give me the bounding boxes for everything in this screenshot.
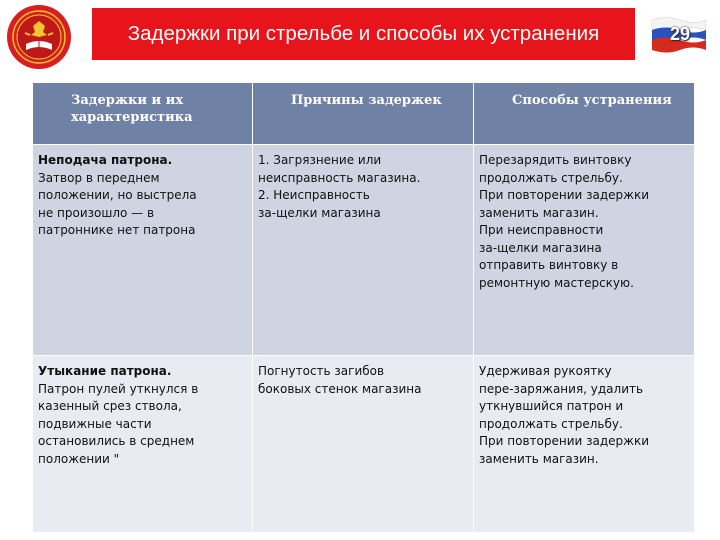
column-header: Причины задержек bbox=[253, 83, 474, 145]
delay-name: Неподача патрона. bbox=[38, 153, 173, 167]
text-line: 1. Загрязнение или bbox=[258, 153, 382, 167]
text-line: Удерживая рукоятку bbox=[479, 364, 612, 378]
emblem-icon bbox=[6, 4, 72, 70]
text-line: не произошло — в bbox=[38, 205, 155, 220]
text-line: Перезарядить винтовку bbox=[479, 153, 632, 167]
title-banner bbox=[92, 8, 635, 60]
text-line: уткнувшийся патрон и bbox=[479, 399, 624, 413]
text-line: При повторении задержки bbox=[479, 188, 649, 202]
text-line: положении " bbox=[38, 451, 120, 466]
delay-name: Утыкание патрона. bbox=[38, 364, 172, 378]
text-line: казенный срез ствола, bbox=[38, 399, 182, 413]
text-line: Затвор в переднем bbox=[38, 170, 160, 185]
column-header: Способы устранения bbox=[474, 83, 695, 145]
text-line: остановились в среднем bbox=[38, 434, 195, 448]
text-line: продолжать стрельбу. bbox=[479, 170, 623, 185]
text-line: продолжать стрельбу. bbox=[479, 416, 623, 431]
text-line: 2. Неисправность bbox=[258, 188, 370, 202]
page-title: Задержки при стрельбе и способы их устранения bbox=[127, 22, 600, 45]
text-line: заменить магазин. bbox=[479, 205, 599, 220]
table-cell-delay bbox=[33, 356, 253, 533]
table-cell-cause bbox=[253, 356, 474, 533]
text-line: ремонтную мастерскую. bbox=[479, 275, 634, 290]
text-line: за-щелки магазина bbox=[258, 205, 381, 220]
table-cell-delay bbox=[33, 145, 253, 356]
table-cell-remedy bbox=[474, 145, 695, 356]
text-line: положении, но выстрела bbox=[38, 188, 197, 202]
text-line: отправить винтовку в bbox=[479, 258, 619, 272]
text-line: подвижные части bbox=[38, 416, 152, 431]
text-line: боковых стенок магазина bbox=[258, 381, 422, 396]
text-line: пере-заряжания, удалить bbox=[479, 381, 644, 396]
column-header: Задержки и их характеристика bbox=[33, 83, 253, 145]
table-cell-cause bbox=[253, 145, 474, 356]
text-line: Погнутость загибов bbox=[258, 364, 385, 378]
table-cell-remedy bbox=[474, 356, 695, 533]
text-line: При повторении задержки bbox=[479, 434, 649, 448]
table-header-row bbox=[33, 83, 695, 145]
text-line: Патрон пулей уткнулся в bbox=[38, 381, 199, 396]
slide-number: 29 bbox=[669, 24, 691, 44]
text-line: заменить магазин. bbox=[479, 451, 599, 466]
table-row bbox=[33, 356, 695, 533]
text-line: При неисправности bbox=[479, 223, 604, 237]
text-line: патроннике нет патрона bbox=[38, 223, 196, 237]
table-row bbox=[33, 145, 695, 356]
delays-table bbox=[32, 82, 695, 533]
text-line: неисправность магазина. bbox=[258, 170, 421, 185]
text-line: за-щелки магазина bbox=[479, 240, 602, 255]
